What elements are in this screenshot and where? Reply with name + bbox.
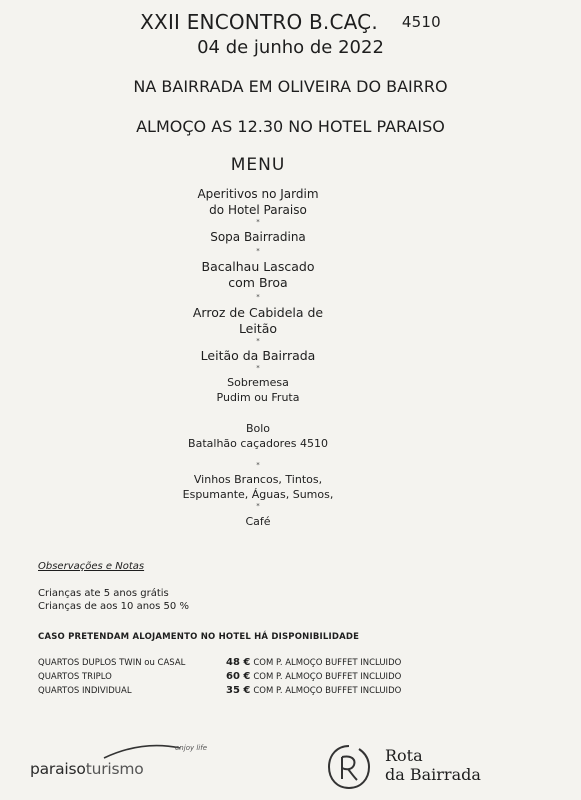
event-code: 4510 [401, 13, 441, 31]
event-title [0, 10, 581, 34]
menu-item: Leitão da Bairrada [200, 348, 316, 363]
menu-item: Bolo [245, 422, 271, 435]
room-price: 35 € [226, 685, 251, 696]
paraiso-tagline: enjoy life [175, 744, 207, 752]
rota-word: Rota [385, 746, 423, 765]
menu-separator: * [256, 364, 260, 372]
room-name: QUARTOS DUPLOS TWIN ou CASAL [38, 658, 186, 668]
notes-title: Observações e Notas [38, 561, 145, 572]
event-location: NA BAIRRADA EM OLIVEIRA DO BAIRRO [133, 77, 448, 96]
room-description: COM P. ALMOÇO BUFFET INCLUIDO [253, 686, 402, 696]
menu-separator: * [256, 247, 260, 255]
paraiso-turismo-logo [30, 738, 230, 778]
menu-item: Espumante, Águas, Sumos, [182, 488, 334, 501]
room-price: 48 € [226, 657, 251, 668]
rota-da-bairrada-logo [325, 743, 495, 793]
room-row [38, 656, 458, 670]
menu-separator: * [256, 461, 260, 469]
menu-item: Batalhão caçadores 4510 [188, 437, 328, 450]
note-line: Crianças de aos 10 anos 50 % [38, 601, 189, 612]
room-row [38, 684, 458, 698]
room-name: QUARTOS INDIVIDUAL [38, 686, 132, 696]
menu-list [0, 186, 516, 529]
event-date: 04 de junho de 2022 [197, 37, 384, 58]
menu-item: do Hotel Paraiso [209, 203, 307, 217]
menu-item: Café [245, 515, 271, 528]
rota-emblem-icon [325, 743, 373, 791]
room-description: COM P. ALMOÇO BUFFET INCLUIDO [253, 672, 402, 682]
turismo-word: turismo [85, 760, 144, 778]
room-name: QUARTOS TRIPLO [38, 672, 112, 682]
menu-item: Bacalhau Lascado [201, 259, 315, 274]
menu-item: Leitão [238, 321, 278, 336]
room-row [38, 670, 458, 684]
menu-separator: * [256, 337, 260, 345]
room-prices [38, 656, 458, 698]
bairrada-word: da Bairrada [385, 765, 481, 784]
menu-item: Vinhos Brancos, Tintos, [193, 473, 323, 486]
paraiso-wordmark [30, 760, 144, 778]
menu-separator: * [256, 293, 260, 301]
menu-item: Aperitivos no Jardim [197, 187, 319, 201]
room-description: COM P. ALMOÇO BUFFET INCLUIDO [253, 658, 402, 668]
menu-item: Sobremesa [227, 376, 289, 389]
rota-wordmark [385, 746, 481, 784]
lunch-info: ALMOÇO AS 12.30 NO HOTEL PARAISO [136, 117, 445, 136]
menu-item: Sopa Bairradina [210, 230, 306, 244]
swoosh-icon [102, 742, 182, 760]
menu-item: Pudim ou Fruta [216, 391, 300, 404]
note-line: Crianças ate 5 anos grátis [38, 588, 169, 599]
menu-title: MENU [230, 155, 286, 175]
menu-separator: * [256, 218, 260, 226]
menu-item: Arroz de Cabidela de [192, 305, 324, 320]
room-price: 60 € [226, 671, 251, 682]
menu-item: com Broa [228, 275, 288, 290]
event-title-text: XXII ENCONTRO B.CAÇ. [140, 10, 378, 34]
accommodation-heading: CASO PRETENDAM ALOJAMENTO NO HOTEL HÁ DISPONIBILIDADE [38, 632, 360, 642]
menu-separator: * [256, 502, 260, 510]
paraiso-word: paraiso [30, 760, 86, 778]
notes-list [38, 587, 189, 613]
